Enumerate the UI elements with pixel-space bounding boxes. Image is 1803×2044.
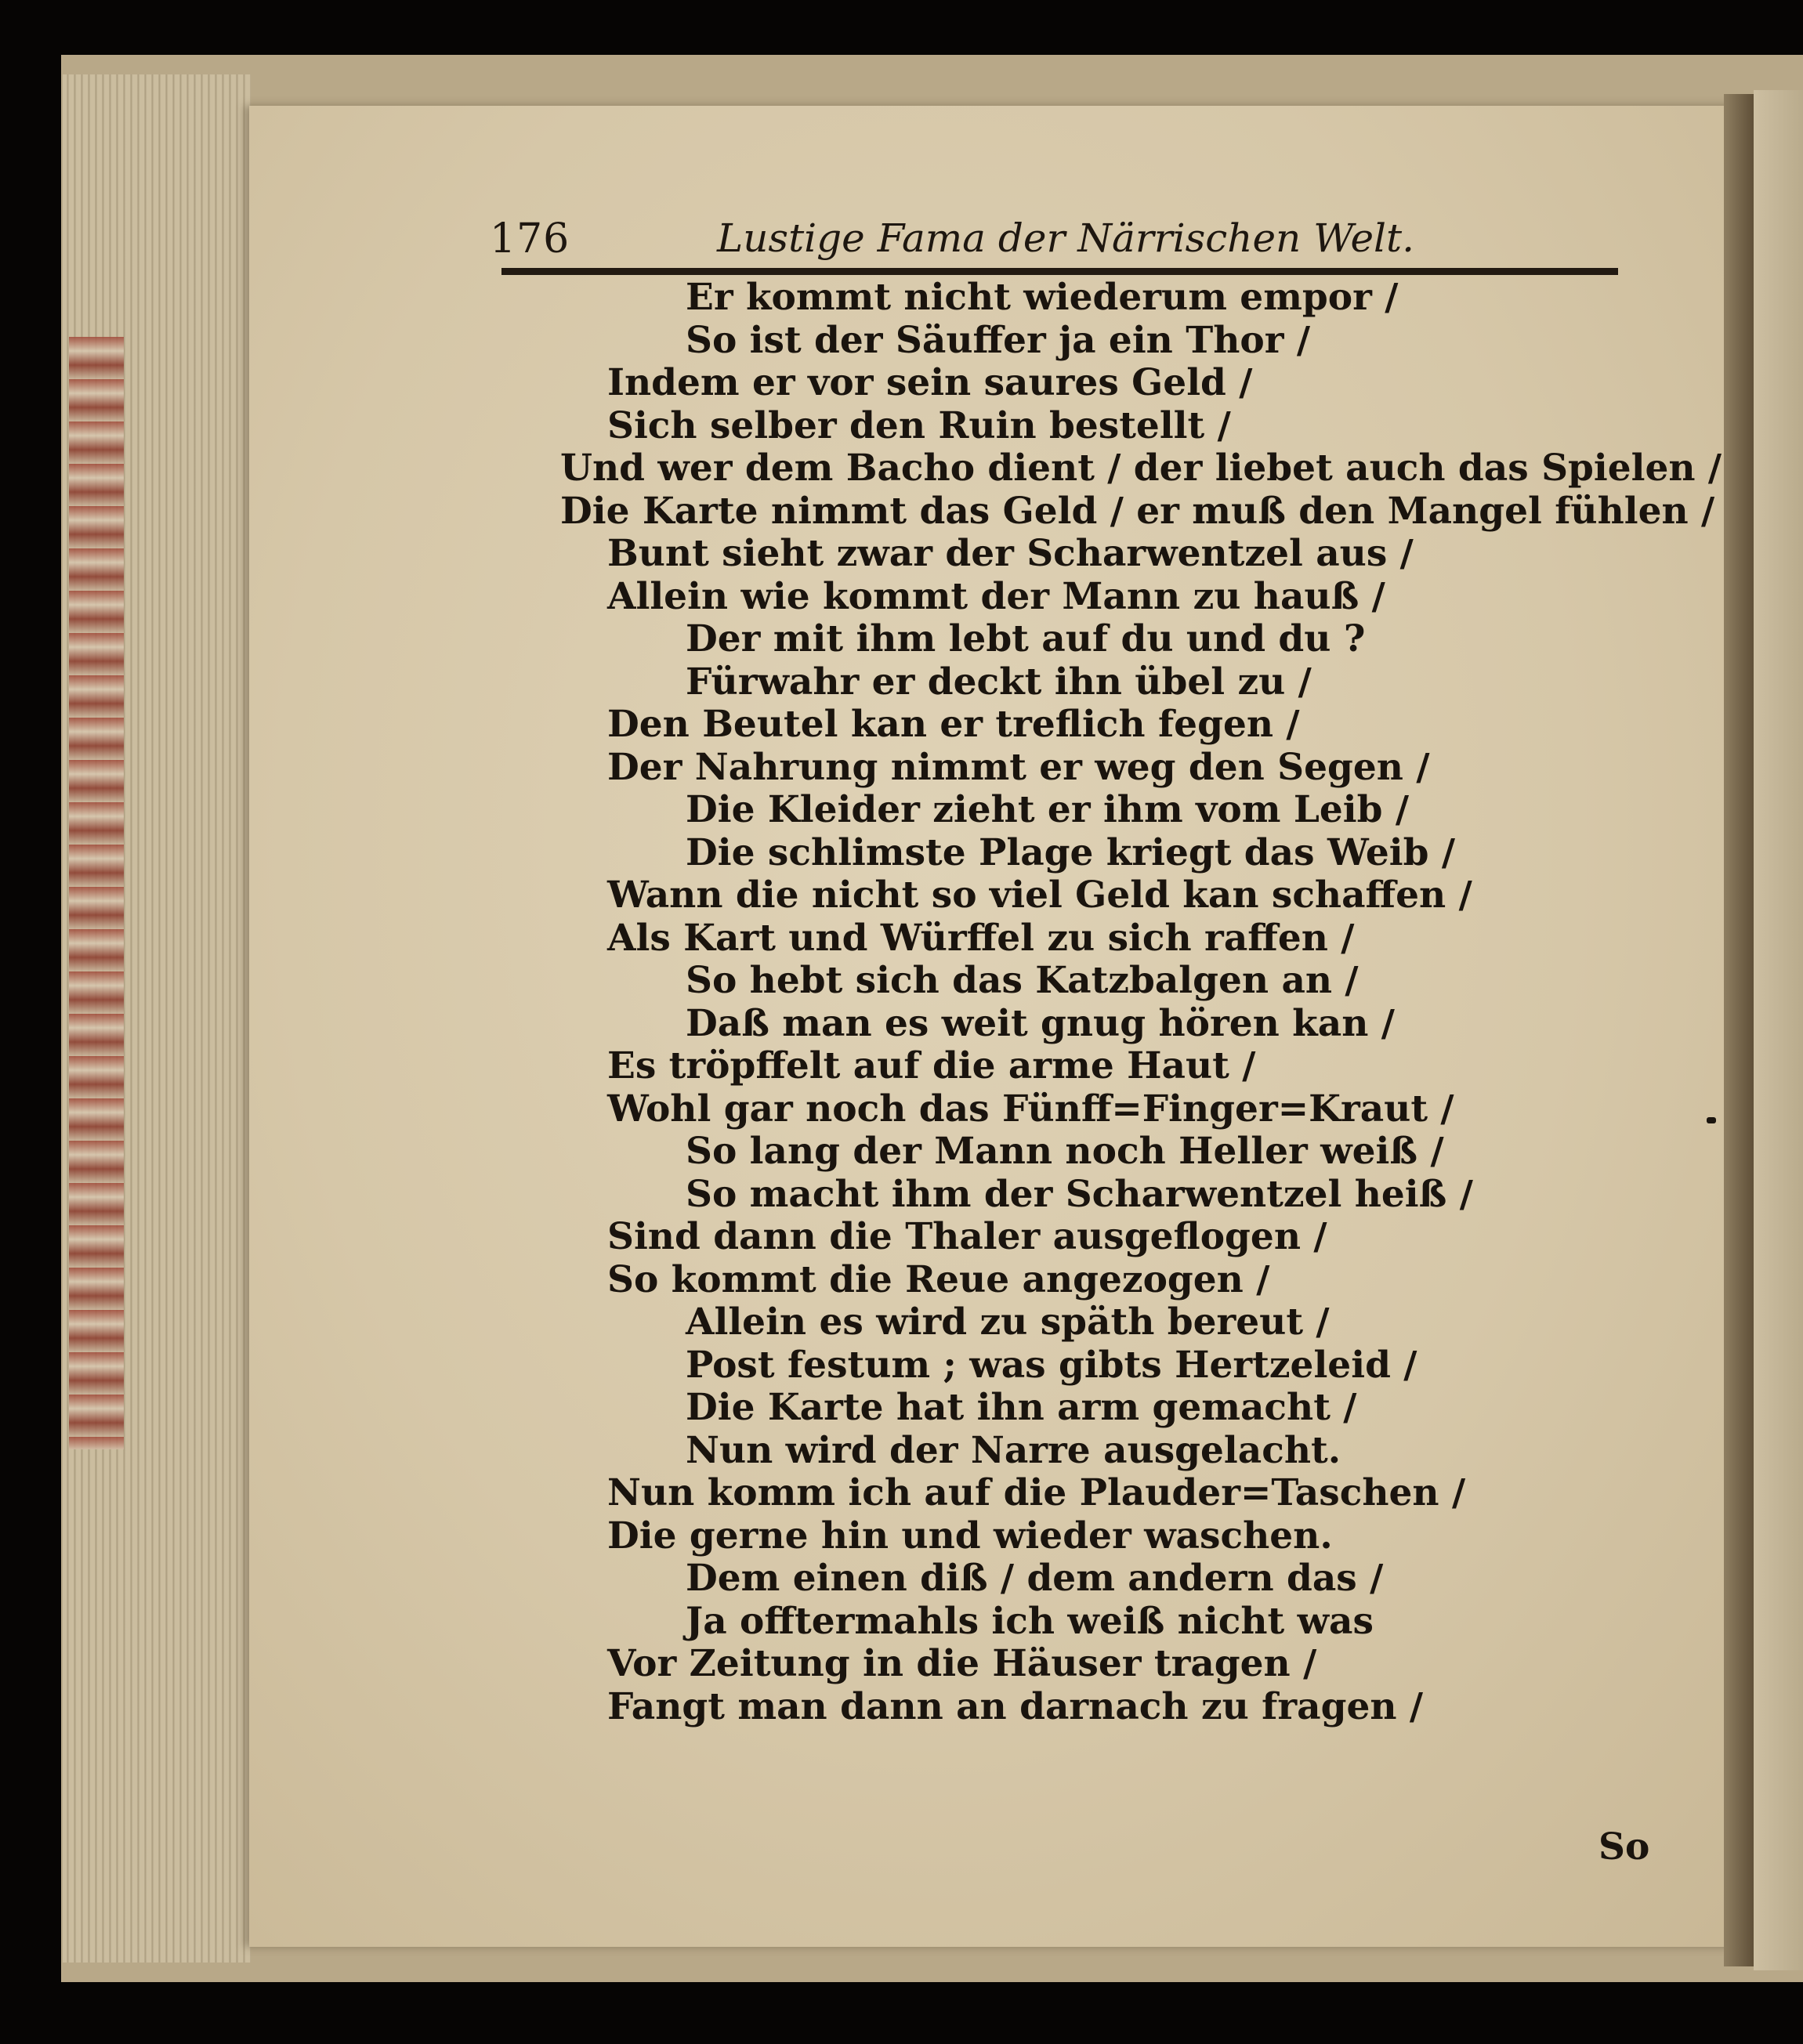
catchword: So	[1598, 1825, 1650, 1869]
verse-line: So hebt sich das Katzbalgen an /	[686, 959, 1359, 1002]
page-number: 176	[490, 215, 570, 262]
verse-line: Allein es wird zu späth bereut /	[686, 1301, 1330, 1344]
verse-line: Den Beutel kan er treflich fegen /	[607, 703, 1300, 746]
verse-line: Er kommt nicht wiederum empor /	[686, 276, 1399, 319]
verse-line: Als Kart und Würffel zu sich raffen /	[607, 916, 1355, 960]
verse-line: Vor Zeitung in die Häuser tragen /	[607, 1642, 1317, 1685]
verse-line: Nun komm ich auf die Plauder=Taschen /	[607, 1471, 1466, 1514]
verse-line: Wohl gar noch das Fünff=Finger=Kraut /	[607, 1087, 1454, 1131]
verse-line: Die Kleider zieht er ihm vom Leib /	[686, 788, 1410, 831]
verse-line: Sind dann die Thaler ausgeflogen /	[607, 1215, 1327, 1258]
verse-line: Post festum ; was gibts Hertzeleid /	[686, 1343, 1417, 1387]
ink-speck	[1707, 1117, 1716, 1123]
facing-page-edge	[1754, 90, 1803, 1970]
verse-line: Fangt man dann an darnach zu fragen /	[607, 1684, 1424, 1728]
marbled-fore-edge	[69, 337, 124, 1449]
header-rule	[501, 268, 1618, 275]
verse-line: Allein wie kommt der Mann zu hauß /	[607, 574, 1385, 618]
verse-line: Nun wird der Narre ausgelacht.	[686, 1428, 1341, 1472]
verse-line: Indem er vor sein saures Geld /	[607, 361, 1253, 404]
verse-line: Die schlimste Plage kriegt das Weib /	[686, 830, 1456, 874]
verse-line: Der mit ihm lebt auf du und du ?	[686, 617, 1366, 660]
verse-line: Wann die nicht so viel Geld kan schaffen /	[607, 874, 1472, 917]
verse-line: Es tröpffelt auf die arme Haut /	[607, 1044, 1256, 1087]
running-head: Lustige Fama der Närrischen Welt.	[717, 215, 1415, 261]
verse-line: Sich selber den Ruin bestellt /	[607, 403, 1231, 447]
verse-line: Und wer dem Bacho dient / der liebet auch das Spielen /	[560, 447, 1722, 490]
verse-line: Dem einen diß / dem andern das /	[686, 1557, 1384, 1600]
verse-line: Die Karte hat ihn arm gemacht /	[686, 1386, 1357, 1429]
verse-line: Die gerne hin und wieder waschen.	[607, 1514, 1333, 1557]
verse-line: So ist der Säuffer ja ein Thor /	[686, 318, 1311, 362]
binding-gutter	[1724, 94, 1755, 1966]
verse-line: Ja offtermahls ich weiß nicht was	[686, 1599, 1374, 1643]
verse-line: Daß man es weit gnug hören kan /	[686, 1001, 1395, 1045]
verse-line: Der Nahrung nimmt er weg den Segen /	[607, 745, 1430, 789]
verse-line: So kommt die Reue angezogen /	[607, 1257, 1270, 1301]
verse-line: So lang der Mann noch Heller weiß /	[686, 1130, 1444, 1173]
verse-line: Fürwahr er deckt ihn übel zu /	[686, 660, 1312, 704]
verse-line: So macht ihm der Scharwentzel heiß /	[686, 1172, 1473, 1216]
verse-line: Bunt sieht zwar der Scharwentzel aus /	[607, 532, 1414, 575]
verse-line: Die Karte nimmt das Geld / er muß den Mangel fühlen /	[560, 489, 1715, 533]
